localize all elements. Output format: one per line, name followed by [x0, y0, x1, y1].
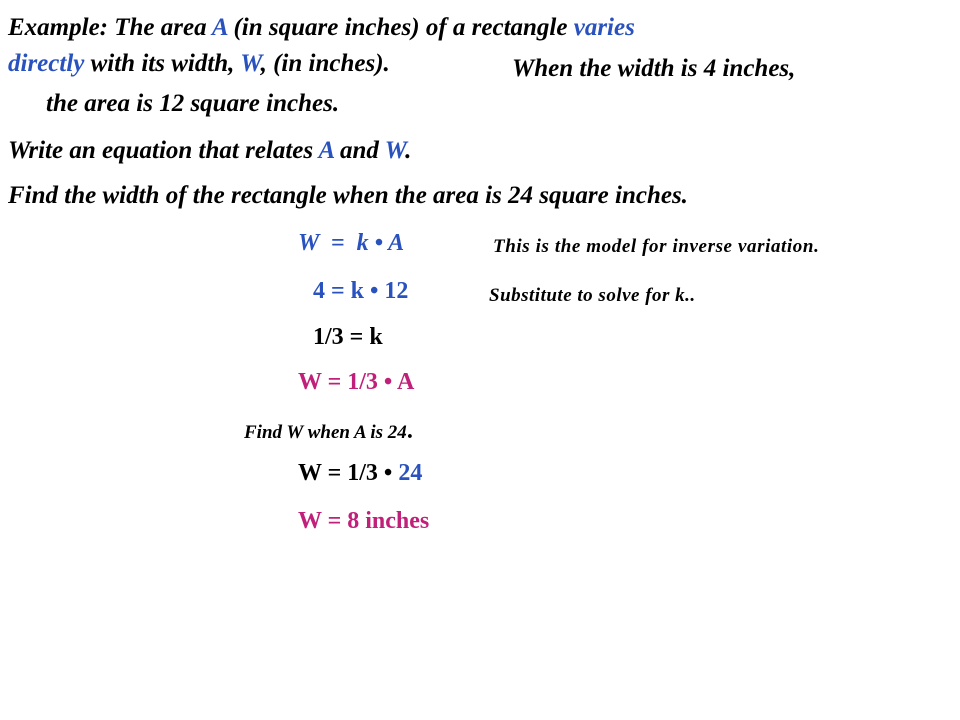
substitution-note: Substitute to solve for k..	[489, 285, 696, 306]
problem-line-2	[8, 50, 390, 78]
k-equation: 1/3 = k	[313, 324, 383, 350]
problem-line-1-text: Example: The area	[8, 14, 212, 41]
variable-w: W	[240, 50, 261, 77]
problem-line-4-text: Write an equation that relates	[8, 137, 319, 164]
problem-line-4-period: .	[405, 137, 412, 164]
problem-line-2-continued: When the width is 4 inches,	[512, 55, 796, 82]
problem-line-1	[8, 14, 635, 42]
model-equation: W = k • A	[298, 230, 405, 256]
plug-in-equation-text: W = 1/3 •	[298, 460, 399, 486]
find-note-text: Find W when A is 24	[244, 422, 407, 443]
problem-line-4	[8, 137, 411, 165]
problem-line-2-text-2: , (in inches).	[260, 50, 390, 77]
plug-in-equation	[298, 460, 422, 487]
model-note: This is the model for inverse variation.	[493, 236, 820, 257]
problem-line-3: the area is 12 square inches.	[46, 90, 340, 117]
variation-equation: W = 1/3 • A	[298, 369, 415, 395]
plug-in-value: 24	[398, 460, 423, 486]
substitution-equation: 4 = k • 12	[313, 278, 409, 304]
keyword-varies: varies	[573, 14, 635, 41]
variable-w: W	[384, 137, 406, 164]
problem-line-5: Find the width of the rectangle when the area is 24 square inches.	[8, 182, 688, 209]
problem-line-1-text-2: (in square inches) of a rectangle	[227, 14, 574, 41]
answer: W = 8 inches	[298, 508, 430, 534]
variable-a: A	[211, 14, 228, 41]
problem-line-2-text: with its width,	[84, 50, 241, 77]
keyword-directly: directly	[8, 50, 85, 77]
find-note	[244, 418, 413, 445]
problem-line-4-and: and	[333, 137, 385, 164]
variable-a: A	[318, 137, 334, 164]
find-note-period: .	[406, 418, 413, 444]
